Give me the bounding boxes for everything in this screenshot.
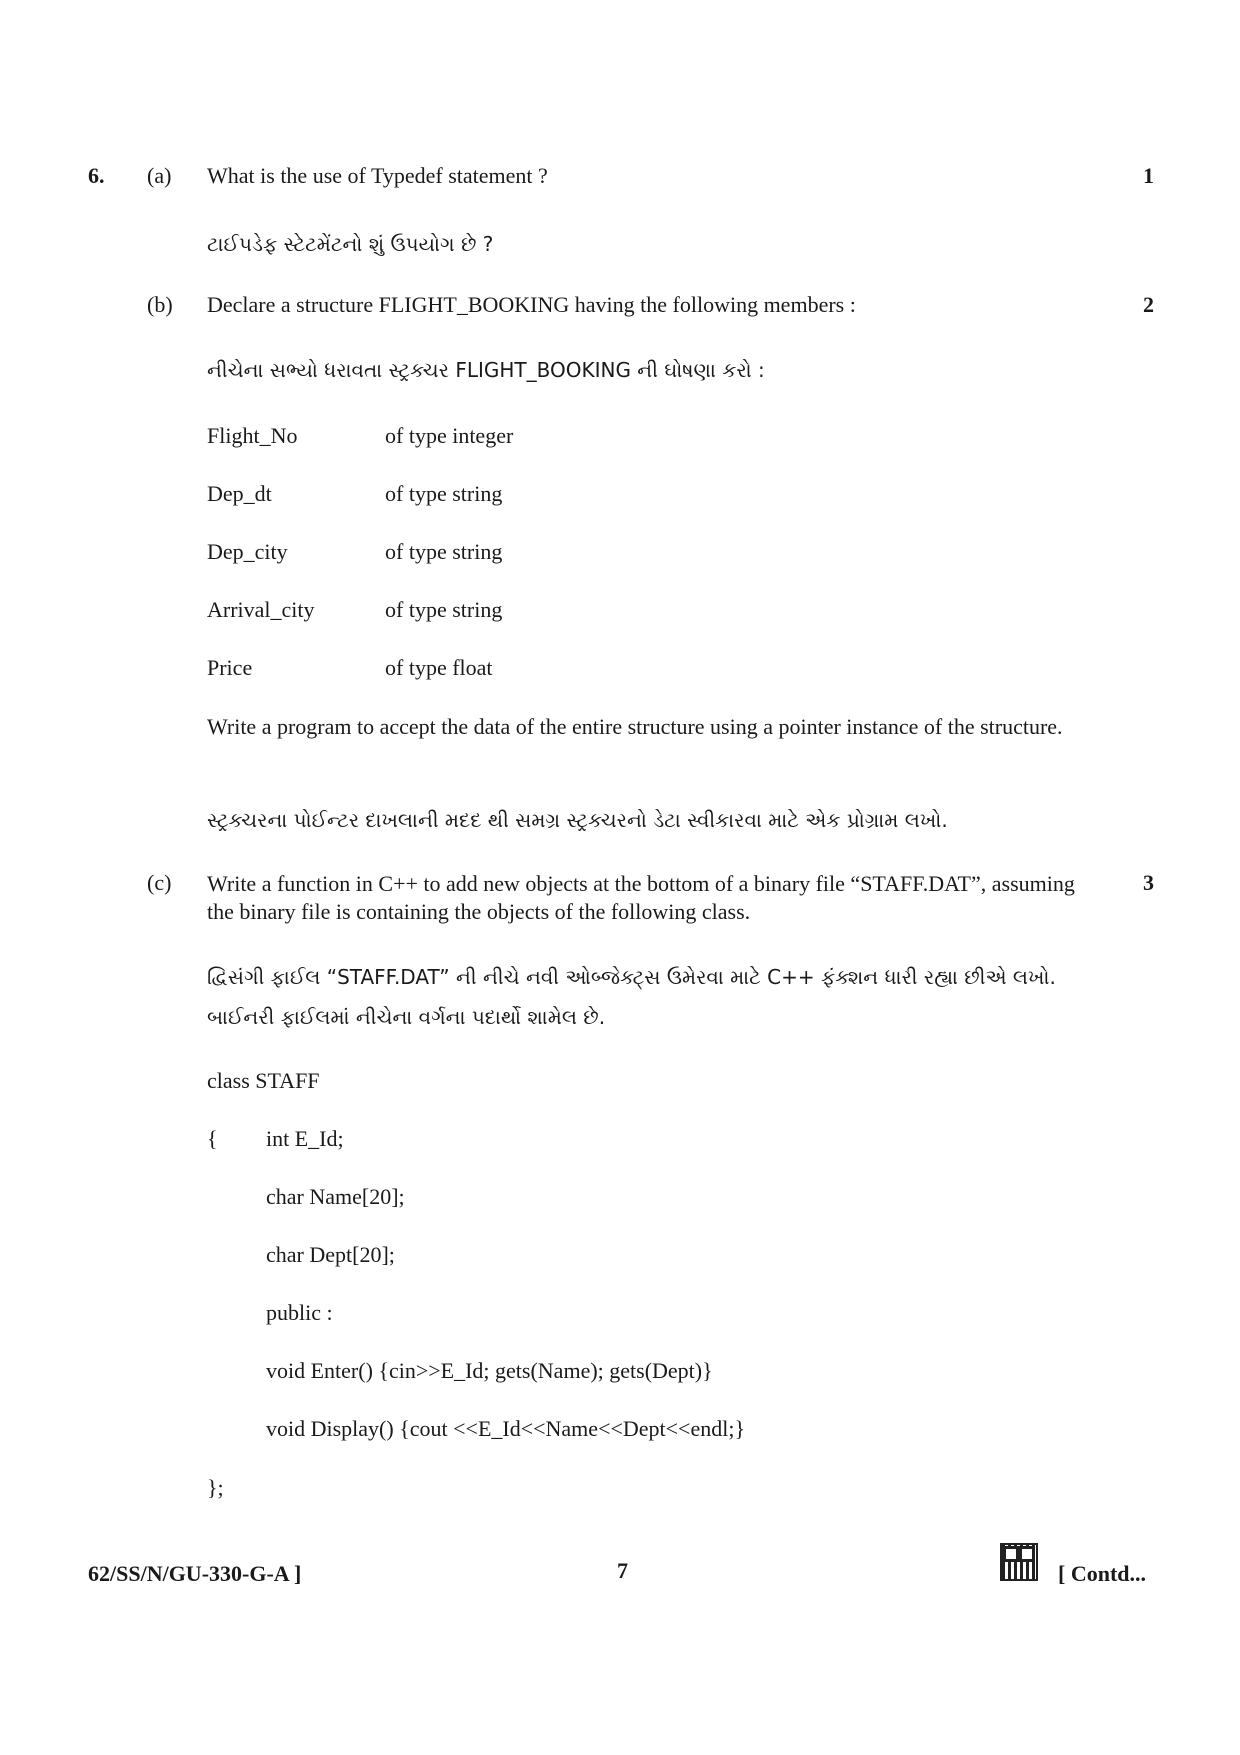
member-name: Price (207, 655, 253, 680)
footer-page-number: 7 (617, 1558, 628, 1583)
part-c-question-en: Write a function in C++ to add new objects at the bottom of a binary file “STAFF.DAT”, assuming the binary file is containing the objects of the following class. (207, 871, 1075, 924)
part-b-marks: 2 (1143, 292, 1154, 317)
part-c-marks: 3 (1143, 870, 1154, 895)
part-b-program-en: Write a program to accept the data of the entire structure using a pointer instance of the structure. (207, 714, 1063, 739)
question-number: 6. (88, 163, 105, 188)
part-c-question-gu-line2: બાઈનરી ફાઈલમાં નીચેના વર્ગના પદાર્થો શામેલ છે. (207, 1005, 606, 1029)
code-line: public : (266, 1300, 333, 1325)
footer-contd: [ Contd... (1058, 1561, 1147, 1586)
code-line: char Dept[20]; (266, 1242, 395, 1267)
member-type: of type string (385, 539, 503, 564)
code-line: char Name[20]; (266, 1184, 405, 1209)
part-a-label: (a) (147, 163, 172, 188)
part-b-label: (b) (147, 292, 173, 317)
member-type: of type string (385, 597, 503, 622)
member-type: of type string (385, 481, 503, 506)
part-a-question-en: What is the use of Typedef statement ? (207, 163, 548, 188)
part-b-question-gu: નીચેના સભ્યો ધરાવતા સ્ટ્રક્ચર FLIGHT_BOOKING ની ઘોષણા કરો : (207, 358, 765, 382)
code-line: int E_Id; (266, 1126, 344, 1151)
part-b-question-en: Declare a structure FLIGHT_BOOKING having the following members : (207, 292, 856, 317)
part-b-program-gu: સ્ટ્રક્ચરના પોઈન્ટર દાખલાની મદદ થી સમગ્ર સ્ટ્રક્ચરનો ડેટા સ્વીકારવા માટે એક પ્રોગ્રામ લખો. (207, 808, 948, 832)
code-close: }; (207, 1475, 224, 1500)
part-c-label: (c) (147, 870, 172, 895)
footer-paper-code: 62/SS/N/GU-330-G-A ] (88, 1561, 302, 1586)
qr-code-icon (1000, 1543, 1038, 1581)
part-a-question-gu: ટાઈપડેફ સ્ટેટમેંટનો શું ઉપયોગ છે ? (207, 232, 494, 256)
part-c-question-gu-line1: દ્વિસંગી ફાઈલ “STAFF.DAT” ની નીચે નવી ઓબ્જેક્ટ્સ ઉમેરવા માટે C++ ફંક્શન ધારી રહ્યા છીએ લખો. (207, 965, 1056, 989)
member-name: Dep_dt (207, 481, 272, 506)
part-a-marks: 1 (1143, 163, 1154, 188)
member-type: of type integer (385, 423, 514, 448)
code-class-line: class STAFF (207, 1068, 320, 1093)
member-name: Dep_city (207, 539, 288, 564)
member-name: Flight_No (207, 423, 298, 448)
member-type: of type float (385, 655, 493, 680)
member-name: Arrival_city (207, 597, 315, 622)
code-line: void Display() {cout <<E_Id<<Name<<Dept<<endl;} (266, 1416, 746, 1441)
code-line: void Enter() {cin>>E_Id; gets(Name); gets(Dept)} (266, 1358, 713, 1383)
code-open-brace: { (207, 1126, 218, 1151)
